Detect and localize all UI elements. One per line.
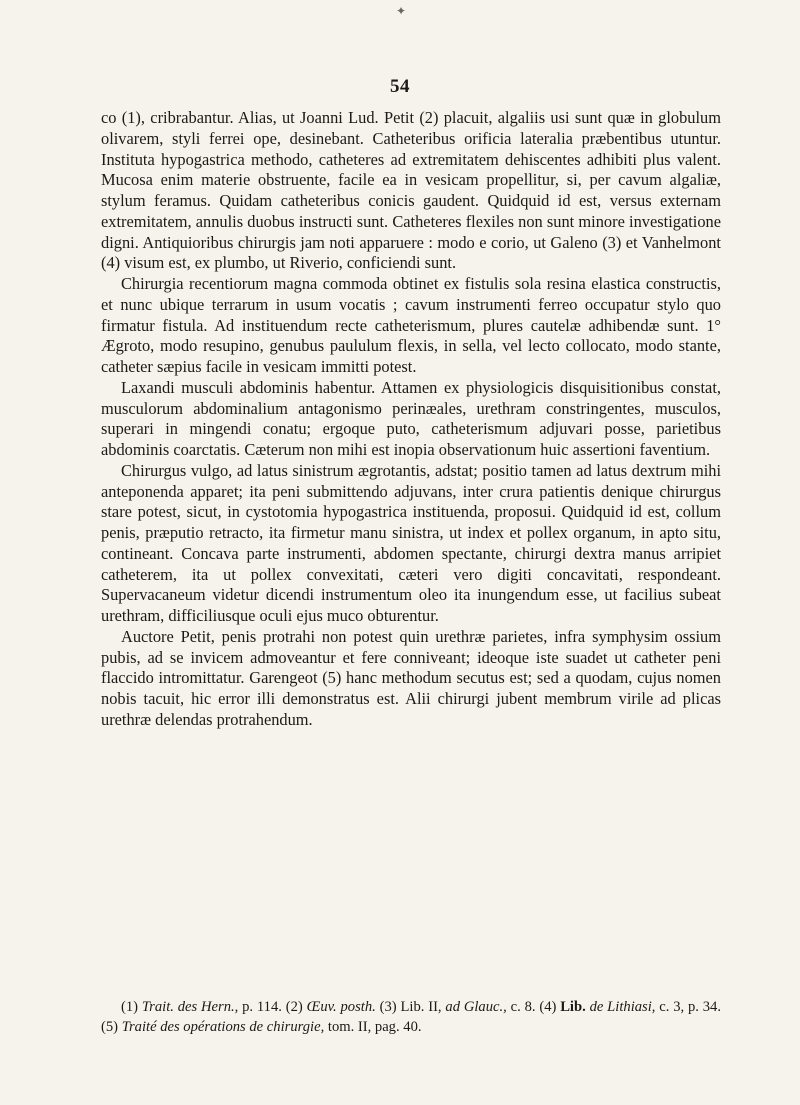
footnote-3b-title: ad Glauc.,	[445, 999, 507, 1015]
paragraph-2: Chirurgia recentiorum magna commoda obtinet ex fistulis sola resina elastica constructis, et nunc ubique terrarum in usum vocatis ; cavum instrumenti ferreo occupatur stylo quo firmatur fistula. Ad instituendum recte catheterismum, plures cautelæ adhibendæ sunt. 1° Ægroto, modo resupino, genubus paululum flexis, in sella, vel lecto collocato, modo stante, catheter sæpius facile in vesicam immitti potest.	[101, 274, 721, 376]
footnote-3-detail: Lib. II,	[400, 999, 442, 1015]
footnote-4-num: (4)	[539, 999, 557, 1015]
footnotes	[101, 998, 721, 1037]
footnote-3b-detail: c. 8.	[510, 999, 536, 1015]
paragraph-1: co (1), cribrabantur. Alias, ut Joanni Lud. Petit (2) placuit, algaliis usi sunt quæ in globulum olivarem, styli ferrei ope, desinebant. Catheteribus orificia lateralia præbentibus utuntur. Instituta hypogastrica methodo, catheteres ad extremitatem dehiscentes adhibiti plus valent. Mucosa enim materie obstruente, facile ea in vesicam propellitur, si, per cavum algaliæ, stylum feramus. Quidam catheteribus conicis gaudent. Quidquid id est, versus externam extremitatem, annulis duobus instructi sunt. Catheteres flexiles non sunt minore investigatione digni. Antiquioribus chirurgis jam noti apparuere : modo e corio, ut Galeno (3) et Vanhelmont (4) visum est, ex plumbo, ut Riverio, conficiendi sunt.	[101, 108, 721, 273]
footnote-5-detail: tom. II, pag. 40.	[327, 1018, 422, 1035]
footnote-1-detail: p. 114.	[242, 999, 282, 1015]
footnote-4-detail: Lib.	[560, 999, 586, 1015]
footnote-1-num: (1)	[121, 999, 139, 1015]
paragraph-3: Laxandi musculi abdominis habentur. Attamen ex physiologicis disquisitionibus constat, musculorum abdominalium antagonismo perinæales, urethram constringentes, musculos, superari in mingendi conatu; ergoque puto, catheterismum adjuvari posse, parietibus abdominis coarctatis. Cæterum non mihi est inopia observationum huic assertioni faventium.	[101, 377, 721, 459]
body-text	[101, 108, 721, 731]
footnote-2-num: (2)	[285, 999, 303, 1015]
footnote-5-title: Traité des opérations de chirurgie,	[121, 1018, 325, 1035]
paragraph-4: Chirurgus vulgo, ad latus sinistrum ægrotantis, adstat; positio tamen ad latus dextrum mihi anteponenda apparet; ita peni submittendo adjuvans, inter crura patientis denique chirurgus stare potest, sicut, in cystotomia hypogastrica instituenda, proposui. Quidquid id est, collum penis, præputio retracto, ita firmetur manu sinistra, ut index et pollex organum, in apto situ, contineant. Concava parte instrumenti, abdomen spectante, chirurgi dextra manus arripiet catheterem, ita ut pollex convexitati, cæteri vero digiti concavitati, respondeant. Supervacaneum videtur dicendi instrumentum oleo ita inungendum esse, ut facilius subeat urethram, difficiliusque oculi ejus muco obturentur.	[101, 460, 721, 625]
paragraph-5: Auctore Petit, penis protrahi non potest quin urethræ parietes, infra symphysim ossium pubis, ad se invicem admoveantur et fere conniveant; ideoque iste suadet ut catheter peni flaccido intromittatur. Garengeot (5) hanc methodum secutus est; sed a quodam, cujus nomen nobis tacuit, hic error illi demonstratus est. Alii chirurgi jubent membrum virile ad plicas urethræ delendas protrahendum.	[101, 626, 721, 729]
footnote-1-title: Trait. des Hern.,	[141, 999, 239, 1015]
footnote-2-title: Œuv. posth.	[306, 999, 376, 1015]
page-number: 54	[390, 76, 410, 97]
footnote-4b-title: de Lithiasi,	[589, 999, 656, 1015]
footnote-3-num: (3)	[379, 999, 397, 1015]
footnote-4b-detail: c. 3, p. 34.	[659, 999, 721, 1015]
print-mark: ✦	[396, 4, 407, 18]
footnote-5-num: (5)	[101, 1018, 119, 1035]
